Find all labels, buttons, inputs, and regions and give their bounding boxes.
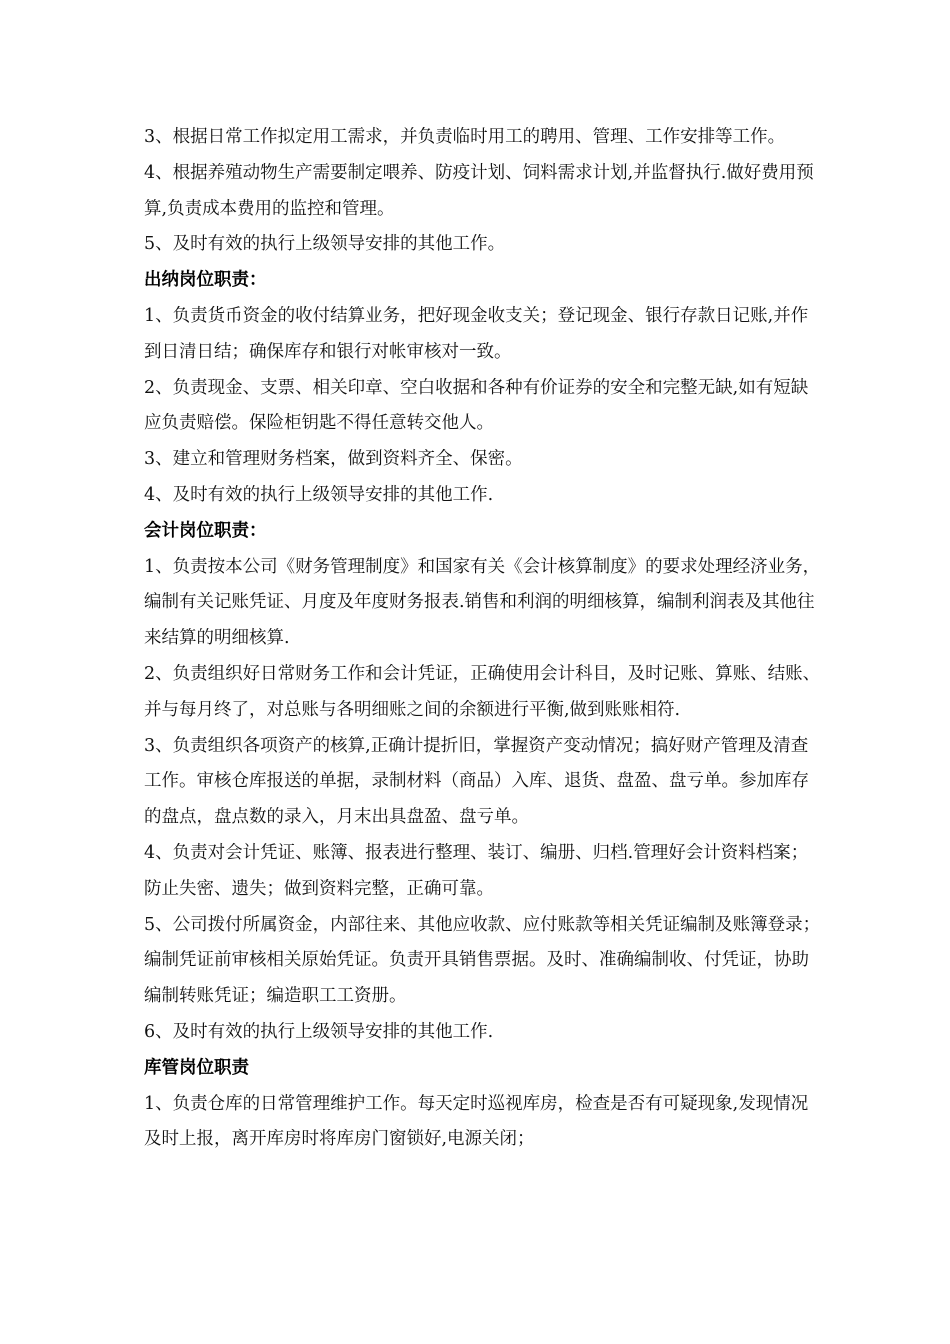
section-heading-warehouse: 库管岗位职责 [144, 1057, 249, 1078]
intro-item-3: 3、根据日常工作拟定用工需求，并负责临时用工的聘用、管理、工作安排等工作。 [144, 127, 786, 147]
accountant-item-5: 5、公司拨付所属资金，内部往来、其他应收款、应付账款等相关凭证编制及账簿登录；编制凭证前审核相关原始凭证。负责开具销售票据。及时、准确编制收、付凭证，协助编制转账凭证；编造职工工资册。 [144, 914, 821, 1007]
warehouse-item-1: 1、负责仓库的日常管理维护工作。每天定时巡视库房，检查是否有可疑现象,发现情况及时上报，离开库房时将库房门窗锁好,电源关闭； [144, 1093, 809, 1150]
cashier-item-3: 3、建立和管理财务档案，做到资料齐全、保密。 [144, 449, 523, 470]
intro-item-5: 5、及时有效的执行上级领导安排的其他工作。 [144, 234, 506, 255]
accountant-item-6: 6、及时有效的执行上级领导安排的其他工作. [144, 1021, 494, 1042]
section-heading-cashier: 出纳岗位职责： [144, 270, 267, 291]
section-cashier-duties [144, 263, 824, 514]
section-heading-accountant: 会计岗位职责： [144, 520, 267, 541]
cashier-item-2: 2、负责现金、支票、相关印章、空白收据和各种有价证券的安全和完整无缺,如有短缺应负责赔偿。保险柜钥匙不得任意转交他人。 [144, 377, 809, 434]
accountant-item-3: 3、负责组织各项资产的核算,正确计提折旧，掌握资产变动情况；搞好财产管理及清查工作。审核仓库报送的单据，录制材料（商品）入库、退货、盘盈、盘亏单。参加库存的盘点，盘点数的录入，月末出具盘盈、盘亏单。 [144, 735, 809, 828]
accountant-item-1: 1、负责按本公司《财务管理制度》和国家有关《会计核算制度》的要求处理经济业务，编制有关记账凭证、月度及年度财务报表.销售和利润的明细核算，编制利润表及其他往来结算的明细核算. [144, 556, 821, 649]
cashier-item-1: 1、负责货币资金的收付结算业务，把好现金收支关；登记现金、银行存款日记账,并作到日清日结；确保库存和银行对帐审核对一致。 [144, 305, 809, 362]
document-body [144, 120, 824, 1158]
section-accountant-duties [144, 514, 824, 1051]
intro-item-4: 4、根据养殖动物生产需要制定喂养、防疫计划、饲料需求计划,并监督执行.做好费用预算,负责成本费用的监控和管理。 [144, 162, 814, 219]
cashier-item-4: 4、及时有效的执行上级领导安排的其他工作. [144, 484, 494, 505]
section-warehouse-duties [144, 1051, 824, 1158]
accountant-item-4: 4、负责对会计凭证、账簿、报表进行整理、装订、编册、归档.管理好会计资料档案；防止失密、遗失；做到资料完整，正确可靠。 [144, 842, 809, 899]
accountant-item-2: 2、负责组织好日常财务工作和会计凭证，正确使用会计科目，及时记账、算账、结账、并与每月终了，对总账与各明细账之间的余额进行平衡,做到账账相符. [144, 663, 821, 720]
